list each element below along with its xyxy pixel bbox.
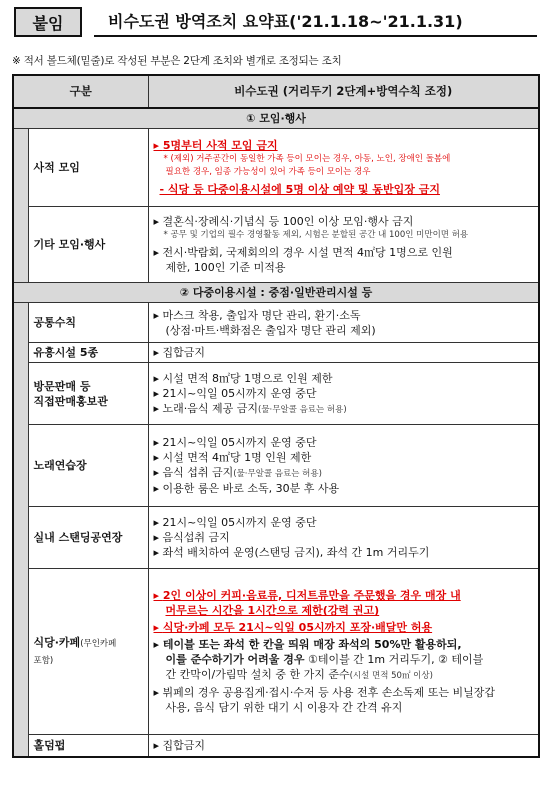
row-content [148, 303, 539, 343]
row-content [148, 735, 539, 757]
row-label: 사적 모임 [28, 129, 148, 207]
row-content [148, 207, 539, 283]
rule-line: ▸ 2인 이상이 커피·음료류, 디저트류만을 주문했을 경우 매장 내 [154, 588, 533, 603]
table-row [13, 343, 539, 363]
table-row [13, 735, 539, 757]
section-title: ② 다중이용시설 : 중점·일반관리시설 등 [13, 283, 539, 303]
rule-line: ▸ 음식 섭취 금지(물·무알콜 음료는 허용) [154, 465, 533, 481]
row-content [148, 129, 539, 207]
table-row [13, 569, 539, 735]
rule-line: ▸ 21시~익일 05시까지 운영 중단 [154, 515, 533, 530]
attachment-badge: 붙임 [14, 7, 82, 37]
measures-table [12, 74, 540, 758]
document-header [14, 7, 537, 41]
row-content [148, 343, 539, 363]
row-label: 기타 모임·행사 [28, 207, 148, 283]
table-row [13, 507, 539, 569]
rule-line: ▸ 마스크 착용, 출입자 명단 관리, 환기·소독 [154, 308, 533, 323]
row-content [148, 569, 539, 735]
table-row [13, 303, 539, 343]
rule-line: 제한, 100인 기준 미적용 [165, 261, 286, 274]
sub-note: * 공무 및 기업의 필수 경영활동 제외, 시험은 분할된 공간 내 100인 미만이면 허용 [163, 230, 469, 240]
row-label: 노래연습장 [28, 425, 148, 507]
note-line: ※ 적서 볼드체(밑줄)로 작성된 부분은 2단계 조치와 별개로 조정되는 조치 [12, 55, 342, 67]
row-label: 홀덤펍 [28, 735, 148, 757]
row-label: 공통수칙 [28, 303, 148, 343]
row-content [148, 363, 539, 425]
rule-line: ▸ 식당·카페 모두 21시~익일 05시까지 포장·배달만 허용 [154, 620, 533, 635]
row-content [148, 425, 539, 507]
rule-line: (상점·마트·백화점은 출입자 명단 관리 제외) [165, 323, 376, 337]
rule-line: ▸ 시설 면적 4㎡당 1명 인원 제한 [154, 450, 533, 465]
section-row-facilities [13, 283, 539, 303]
document-title: 비수도권 방역조치 요약표('21.1.18~'21.1.31) [94, 7, 537, 37]
rule-line: ▸ 21시~익일 05시까지 운영 중단 [154, 435, 533, 450]
row-label: 유흥시설 5종 [28, 343, 148, 363]
rule-line: ▸ 집합금지 [154, 345, 533, 360]
exception-line: * (제외) 거주공간이 동일한 가족 등이 모이는 경우, 아동, 노인, 장애인 돌봄에 [163, 154, 451, 164]
row-content [148, 507, 539, 569]
rule-line: - 식당 등 다중이용시설에 5명 이상 예약 및 동반입장 금지 [159, 183, 440, 196]
section-title: ① 모임·행사 [13, 108, 539, 129]
table-row [13, 425, 539, 507]
rule-line: 사용, 음식 담기 위한 대기 시 이용자 간 간격 유지 [165, 701, 403, 714]
row-label: 실내 스탠딩공연장 [28, 507, 148, 569]
rule-line: ▸ 이용한 룸은 바로 소독, 30분 후 사용 [154, 481, 533, 496]
table-row [13, 129, 539, 207]
rule-line: ▸ 집합금지 [154, 738, 533, 753]
table-row [13, 207, 539, 283]
rule-line: ▸ 21시~익일 05시까지 운영 중단 [154, 386, 533, 401]
rule-line: ▸ 뷔페의 경우 공용집게·접시·수저 등 사용 전후 손소독제 또는 비닐장갑 [154, 685, 533, 700]
rule-line: 간 칸막이/가림막 설치 중 한 가지 준수(시설 면적 50㎡ 이상) [165, 668, 433, 681]
table-row [13, 363, 539, 425]
column-header-row [13, 75, 539, 108]
rule-line: ▸ 5명부터 사적 모임 금지 [154, 138, 533, 153]
row-label: 방문판매 등 직접판매홍보관 [28, 363, 148, 425]
column-header-content: 비수도권 (거리두기 2단계+방역수칙 조정) [148, 75, 539, 108]
rule-line: ▸ 전시·박람회, 국제회의의 경우 시설 면적 4㎡당 1명으로 인원 [154, 245, 533, 260]
rule-line: ▸ 노래·음식 제공 금지(물·무알콜 음료는 허용) [154, 401, 533, 417]
section-row-gatherings [13, 108, 539, 129]
rule-line: ▸ 테이블 또는 좌석 한 칸을 띄워 매장 좌석의 50%만 활용하되, [154, 637, 533, 652]
rule-line: 머무르는 시간을 1시간으로 제한(강력 권고) [165, 604, 380, 617]
rule-line: ▸ 시설 면적 8㎡당 1명으로 인원 제한 [154, 371, 533, 386]
column-header-category: 구분 [13, 75, 148, 108]
rule-line: ▸ 음식섭취 금지 [154, 530, 533, 545]
rule-line: 이를 준수하기가 어려울 경우 ①테이블 간 1m 거리두기, ② 테이블 [165, 653, 484, 666]
exception-line: 필요한 경우, 임종 가능성이 있어 가족 등이 모이는 경우 [165, 167, 371, 177]
rule-line: ▸ 결혼식·장례식·기념식 등 100인 이상 모임·행사 금지 [154, 214, 533, 229]
row-label: 식당·카페(무인카페 포함) [28, 569, 148, 735]
rule-line: ▸ 좌석 배치하여 운영(스탠딩 금지), 좌석 간 1m 거리두기 [154, 545, 533, 560]
